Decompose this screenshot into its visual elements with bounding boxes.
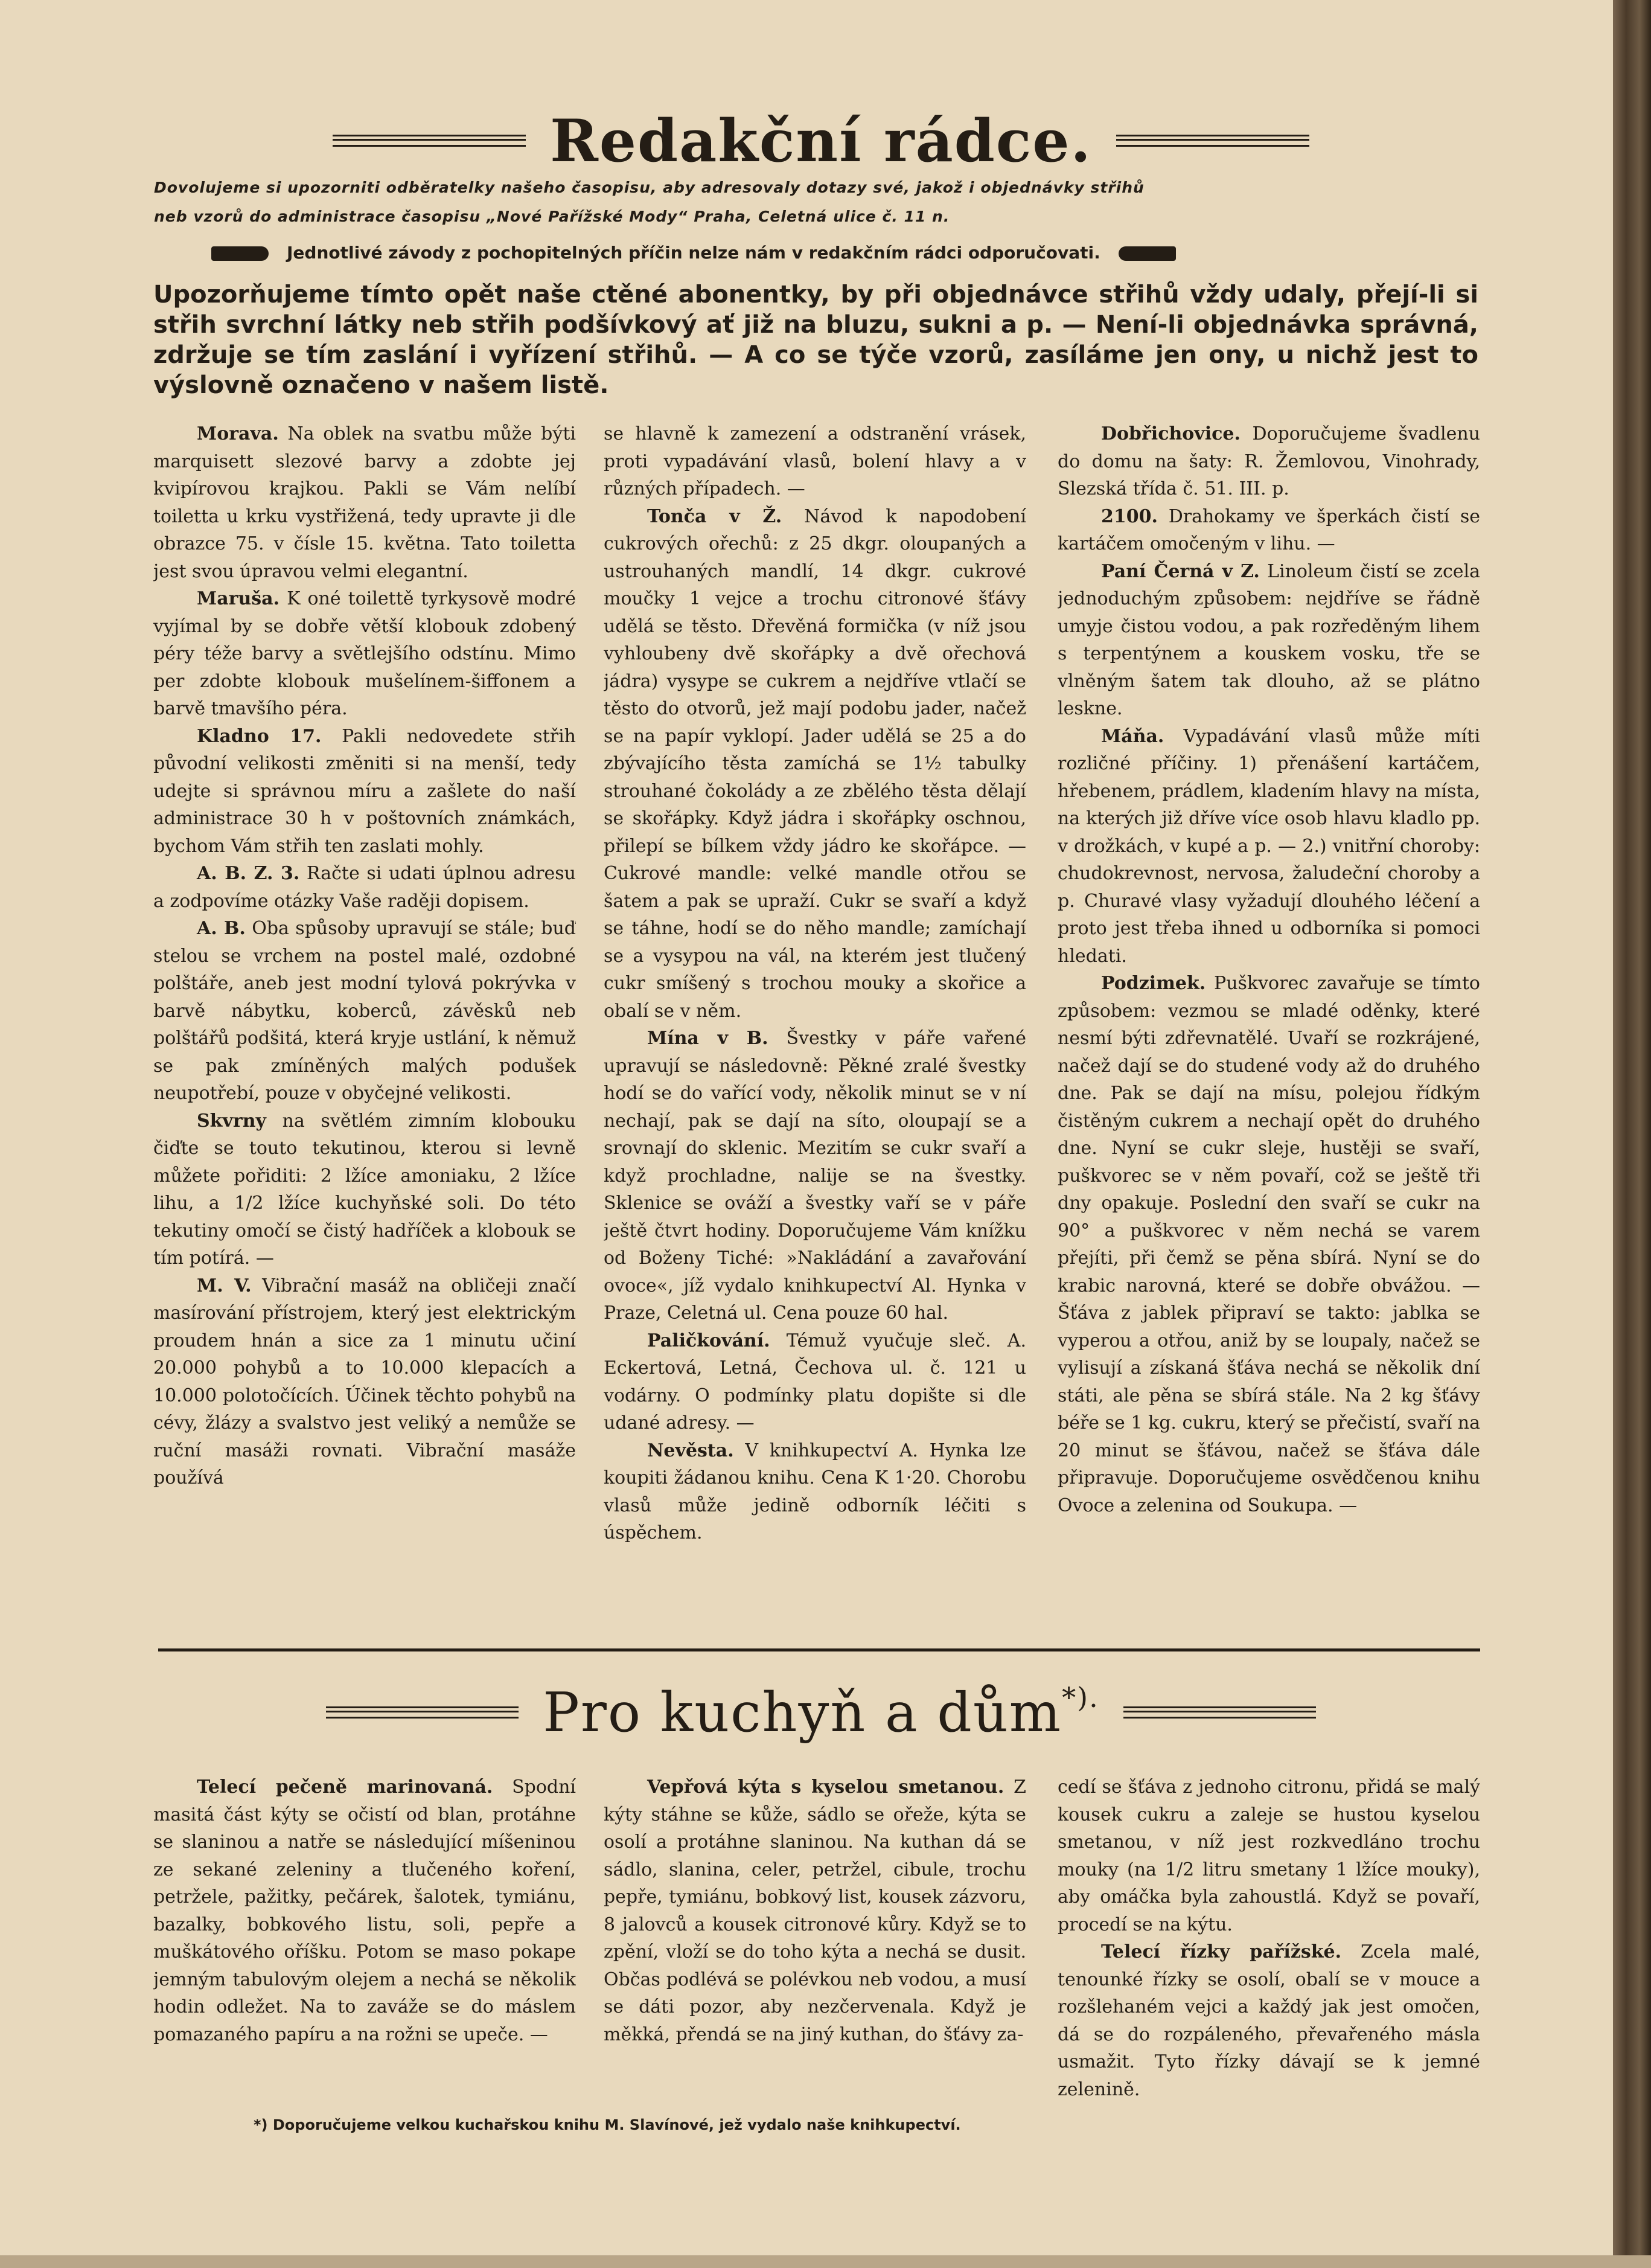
entry-text: Spodní masitá část kýty se očistí od blan, protáhne se slaninou a natře se následující míšeninou ze sekané zeleniny a tlučeného koření, petržele, pažitky, pečárek, šalotek, tymiánu, bazalky, bobkového listu, soli, pepře a muškátového oříšku. Potom se maso pokape jemným tabulovým olejem a nechá se několik hodin odležet. Na to zaváže se do máslem pomazaného papíru a na rožni se upeče. — [153, 1776, 576, 2045]
notice-line-1: Dovolujeme si upozorniti odběratelky našeho časopisu, aby adresovaly dotazy své, jakož i objednávky střihů [154, 179, 1145, 196]
kitchen-title [543, 1681, 1099, 1744]
column-entry [153, 915, 576, 1107]
column-3 [1058, 420, 1480, 1628]
column-entry [1058, 503, 1480, 558]
page-title: Redakční rádce. [550, 106, 1092, 175]
entry-heading: M. V. [197, 1275, 252, 1296]
column-entry [153, 723, 576, 860]
title-rule-right [1116, 135, 1309, 147]
entry-heading: Mína v B. [647, 1028, 768, 1049]
entry-heading: Paní Černá v Z. [1101, 560, 1260, 582]
entry-text: Návod k napodobení cukrových ořechů: z 25 dkgr. oloupaných a ustrouhaných mandlí, 14 dkgr. cukrové moučky 1 vejce a trochu citronové šťávy udělá se těsto. Dřevěná formička (v níž jsou vyhloubeny dvě skořápky a dvě ořechová jádra) vysype se cukrem a nejdříve vtlačí se těsto do otvorů, jež mají podobu jader, načež se na papír vyklopí. Jader udělá se 25 a do zbývajícího těsta zamíchá se 1½ tabulky strouhané čokolády a ze zbělého těsta dělají se skořápky. Když jádra i skořápky oschnou, přilepí se bílkem vždy jádro ke skořápce. — Cukrové mandle: velké mandle otřou se šatem a pak se upraží. Cukr se svaří a když se táhne, hodí se do něho mandle; zamíchají se a vysypou na vál, na kterém jest tlučený cukr smíšený s trochou mouky a skořice a obalí se v něm. [604, 505, 1026, 1022]
notice-line-3-row [211, 243, 1176, 263]
entry-heading: Máňa. [1101, 725, 1164, 747]
title-row [302, 101, 1340, 180]
column-entry [153, 860, 576, 915]
notice-line-3: Jednotlivé závody z pochopitelných příčin nelze nám v redakčním rádci odporučovati. [287, 243, 1100, 263]
entry-text: na světlém zimním klobouku čiďte se touto tekutinou, kterou si levně můžete pořiditi: 2 lžíce amoniaku, 2 lžíce lihu, a 1/2 lžíce kuchyňské soli. Do této tekutiny omočí se čistý hadříček a klobouk se tím potírá. — [153, 1110, 576, 1269]
entry-heading: A. B. [197, 918, 246, 939]
entry-heading: Vepřová kýta s kyselou smetanou. [647, 1776, 1004, 1798]
entry-text: Na oblek na svatbu může býti marquisett slezové barvy a zdobte jej kvipírovou krajkou. Pakli se Vám nelíbí toiletta u krku vystřižená, tedy upravte ji dle obrazce 75. v čísle 15. května. Tato toiletta jest svou úpravou velmi elegantní. [153, 423, 576, 582]
pointing-hand-icon-right [1119, 246, 1176, 261]
entry-heading: Paličkování. [647, 1330, 770, 1351]
column-entry [1058, 558, 1480, 723]
entry-text: Zcela malé, tenounké řízky se osolí, obalí se v mouce a rozšlehaném vejci a každý jak jest omočen, dá se do rozpáleného, převařeného másla usmažit. Tyto řízky dávají se k jemné zelenině. [1058, 1941, 1480, 2100]
column-entry [1058, 420, 1480, 503]
entry-heading: 2100. [1101, 505, 1158, 527]
entry-text: Račte si udati úplnou adresu a zodpovíme otázky Vaše raději dopisem. [153, 863, 576, 912]
pointing-hand-icon [211, 246, 269, 261]
entry-heading: Morava. [197, 423, 279, 444]
entry-text: Vypadávání vlasů může míti rozličné příčiny. 1) přenášení kartáčem, hřebenem, prádlem, kladením hlavy na místa, na kterých již dříve více osob hlavu kladlo pp. v drožkách, v kupé a p. — 2.) vnitřní choroby: chudokrevnost, nervosa, žaludeční choroby a p. Churavé vlasy vyžadují dlouhého léčení a proto jest třeba ihned u odborníka si pomoci hledati. [1058, 725, 1480, 967]
column-entry [604, 1327, 1026, 1437]
column-entry [153, 1107, 576, 1272]
entry-text: Z kýty stáhne se kůže, sádlo se ořeže, kýta se osolí a protáhne slaninou. Na kuthan dá se sádlo, slanina, celer, petržel, cibule, trochu pepře, tymiánu, bobkový list, kousek zázvoru, 8 jalovců a kousek citronové kůry. Když se to zpění, vloží se do toho kýta a nechá se dusit. Občas podlévá se polévkou neb vodou, a musí se dáti pozor, aby nezčervenala. Když je měkká, přendá se na jiný kuthan, do šťávy za- [604, 1776, 1026, 2045]
entry-heading: Podzimek. [1101, 973, 1206, 994]
entry-text: Témuž vyučuje sleč. A. Eckertová, Letná, Čechova ul. č. 121 u vodárny. O podmínky platu dopište si dle udané adresy. — [604, 1330, 1026, 1434]
column-entry [604, 503, 1026, 1025]
column-1 [153, 420, 576, 1628]
entry-heading: Dobřichovice. [1101, 423, 1241, 444]
entry-text: V knihkupectví A. Hynka lze koupiti žádanou knihu. Cena K 1·20. Chorobu vlasů může jedině odborník léčiti s úspěchem. [604, 1440, 1026, 1543]
page-edge-right [1613, 0, 1651, 2268]
entry-heading: Kladno 17. [197, 725, 322, 747]
kitchen-title-mark: *). [1062, 1680, 1099, 1714]
entry-heading: Telecí řízky pařížské. [1101, 1941, 1342, 1962]
entry-text: Doporučujeme švadlenu do domu na šaty: R. Žemlovou, Vinohrady, Slezská třída č. 51. III. p. [1058, 423, 1480, 499]
kitchen-column-1 [153, 1773, 576, 2112]
column-entry [1058, 970, 1480, 1519]
entry-text: se hlavně k zamezení a odstranění vrásek, proti vypadávání vlasů, bolení hlavy a v různých případech. — [604, 423, 1026, 499]
entry-text: Oba spůsoby upravují se stále; buď stelou se vrchem na postel malé, ozdobné polštáře, aneb jest modní tylová pokrývka v barvě nábytku, koberců, závěsků neb polštářů podšitá, která kryje ustlání, k němuž se pak zmíněných malých podušek neupotřebí, pouze v obyčejné velikosti. [153, 918, 576, 1104]
kitchen-column-2 [604, 1773, 1026, 2112]
column-entry [1058, 723, 1480, 970]
entry-heading: A. B. Z. 3. [197, 863, 300, 884]
title-rule-right [1123, 1706, 1316, 1719]
column-entry [604, 1437, 1026, 1547]
section-divider [158, 1648, 1480, 1651]
title-rule-left [326, 1706, 519, 1719]
entry-heading: Skvrny [197, 1110, 266, 1132]
kitchen-column-3 [1058, 1773, 1480, 2112]
column-entry [1058, 1938, 1480, 2103]
kitchen-title-text: Pro kuchyň a dům [543, 1680, 1062, 1744]
column-entry [604, 1773, 1026, 2048]
column-entry [604, 1025, 1026, 1327]
notice-line-2: neb vzorů do administrace časopisu „Nové Pařížské Mody“ Praha, Celetná ulice č. 11 n. [154, 208, 950, 225]
title-rule-left [333, 135, 526, 147]
entry-heading: Telecí pečeně marinovaná. [197, 1776, 493, 1798]
column-entry [153, 1773, 576, 2048]
entry-text: cedí se šťáva z jednoho citronu, přidá se malý kousek cukru a zaleje se hustou kyselou smetanou, v níž jest rozkvedláno trochu mouky (na 1/2 litru smetany 1 lžíce mouky), aby omáčka byla zahoustlá. Když se povaří, procedí se na kýtu. [1058, 1776, 1480, 1935]
column-entry [604, 420, 1026, 503]
column-2 [604, 420, 1026, 1628]
entry-text: Linoleum čistí se zcela jednoduchým způsobem: nejdříve se řádně umyje čistou vodou, a pak rozředěným lihem s terpentýnem a kouskem vosku, tře se vlněným šatem tak dlouho, až se plátno leskne. [1058, 560, 1480, 719]
entry-text: Drahokamy ve šperkách čistí se kartáčem omočeným v lihu. — [1058, 505, 1480, 554]
column-entry [153, 585, 576, 723]
entry-text: Švestky v páře vařené upravují se následovně: Pěkné zralé švestky hodí se do vařící vody, několik minut se v ní nechají, pak se dají na síto, oloupají se a srovnají do sklenic. Mezitím se cukr svaří a když prochladne, nalije se na švestky. Sklenice se ováží a švestky vaří se v páře ještě čtvrt hodiny. Doporučujeme Vám knížku od Boženy Tiché: »Nakládání a zavařování ovoce«, jíž vydalo knihkupectví Al. Hynka v Praze, Celetná ul. Cena pouze 60 hal. [604, 1028, 1026, 1324]
column-entry [153, 420, 576, 585]
entry-text: Vibrační masáž na obličeji značí masírování přístrojem, který jest elektrickým proudem hnán a sice za 1 minutu učiní 20.000 pohybů a to 10.000 klepacích a 10.000 polotočících. Účinek těchto pohybů na cévy, žlázy a svalstvo jest veliký a nemůže se ruční masáži rovnati. Vibrační masáže používá [153, 1275, 576, 1488]
intro-paragraph: Upozorňujeme tímto opět naše ctěné abonentky, by při objednávce střihů vždy udaly, přejí-li si střih svrchní látky neb střih podšívkový ať již na bluzu, sukni a p. — Není-li objednávka správná, zdržuje se tím zaslání i vyřízení střihů. — A co se týče vzorů, zasíláme jen ony, u nichž jest to výslovně označeno v našem listě. [153, 281, 1478, 399]
entry-text: Puškvorec zavařuje se tímto způsobem: vezmou se mladé oděnky, které nesmí býti zdřevnatělé. Uvaří se rozkrájené, načež dají se do studené vody až do druhého dne. Pak se dají na mísu, polejou řídkým čistěným cukrem a nechají opět do druhého dne. Nyní se cukr sleje, hustěji se svaří, puškvorec se v něm povaří, což se ještě tři dny opakuje. Poslední den svaří se cukr na 90° a puškvorec v něm nechá se varem přejíti, při čemž se pěna sbírá. Nyní se do krabic narovná, které se dobře obvážou. — Šťáva z jablek připraví se takto: jablka se vyperou a otřou, aniž by se loupaly, načež se vylisují a získaná šťáva nechá se několik dní státi, ale pěna se sbírá stále. Na 2 kg šťávy béře se 1 kg. cukru, který se přečistí, svaří na 20 minut se šťávou, načež se šťáva dále připravuje. Doporučujeme osvědčenou knihu Ovoce a zelenina od Soukupa. — [1058, 973, 1480, 1516]
entry-text: K oné toilettě tyrkysově modré vyjímal by se dobře větší klobouk zdobený péry téže barvy a světlejšího odstínu. Mimo per zdobte klobouk mušelínem-šiffonem a barvě tmavšího péra. [153, 588, 576, 719]
column-entry [1058, 1773, 1480, 1938]
entry-heading: Maruša. [197, 588, 280, 609]
entry-text: Pakli nedovedete střih původní velikosti změniti si na menší, tedy udejte si správnou míru a zašlete do naší administrace 30 h v poštovních známkách, bychom Vám střih ten zaslati mohly. [153, 725, 576, 857]
kitchen-title-row [302, 1676, 1340, 1749]
entry-heading: Tonča v Ž. [647, 505, 782, 527]
column-entry [153, 1272, 576, 1492]
footnote: *) Doporučujeme velkou kuchařskou knihu M. Slavínové, jež vydalo naše knihkupectví. [254, 2116, 961, 2133]
page-edge-bottom [0, 2255, 1651, 2268]
entry-heading: Nevěsta. [647, 1440, 734, 1461]
